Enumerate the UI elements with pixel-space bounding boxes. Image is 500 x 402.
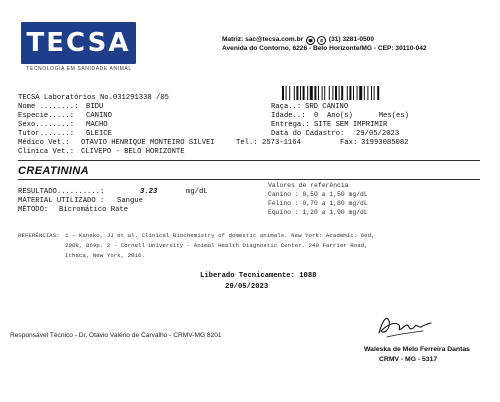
- barcode-bar: [310, 86, 313, 100]
- fax-label: Fax:: [340, 139, 358, 147]
- barcode-bar: [329, 86, 330, 100]
- barcode: [282, 86, 446, 100]
- barcode-bar: [341, 86, 343, 100]
- tel-label: Tel.:: [236, 139, 258, 147]
- tutor-label: Tutor.......:: [18, 130, 75, 138]
- ref-title: Valores de referência: [268, 182, 349, 189]
- barcode-bar: [335, 86, 337, 100]
- barcode-bar: [314, 86, 316, 100]
- tel-value: 2573-1164: [262, 139, 301, 147]
- idade-label: Idade..:: [271, 112, 306, 120]
- reference-line-3: Ithaca, New York, 2016.: [65, 252, 146, 259]
- barcode-bar: [364, 86, 365, 100]
- sexo-value: MACHO: [86, 121, 108, 129]
- idade-value: 0 Ano(s) Mes(es): [314, 112, 409, 120]
- resultado-value: 3.23: [140, 188, 158, 196]
- references-label: REFERÊNCIAS:: [18, 232, 60, 239]
- entrega-value: SITE SEM IMPRIMIR: [314, 121, 388, 129]
- medico-value: OTAVIO HENRIQUE MONTEIRO SILVEI: [81, 139, 215, 147]
- medico-label: Médico Vet.:: [18, 139, 70, 147]
- phone-icon: ☎: [306, 36, 315, 45]
- raca-value: SRD CANINO: [305, 103, 349, 111]
- barcode-bar: [339, 86, 340, 100]
- ref-canino: Canino : 0,50 a 1,50 mg/dL: [268, 191, 368, 198]
- barcode-bar: [303, 86, 305, 100]
- whatsapp-icon: ✆: [317, 36, 326, 45]
- resultado-label: RESULTADO..........:: [18, 188, 105, 196]
- nome-label: Nome ........:: [18, 103, 79, 111]
- lab-number: TECSA Laboratórios No.031291338 /05: [18, 94, 169, 102]
- barcode-bar: [377, 86, 379, 100]
- barcode-bar: [374, 86, 375, 100]
- barcode-bar: [282, 86, 284, 100]
- reference-line-1: 1 - Kaneko, JJ et al. Clinical Biochemistry of domestic animals. New York: Academic. 6ed,: [65, 232, 375, 239]
- cadastro-value: 29/05/2023: [356, 130, 400, 138]
- barcode-bar: [307, 86, 308, 100]
- barcode-bar: [322, 86, 323, 100]
- signer-name: Waleska de Melo Ferreira Dantas: [364, 346, 470, 353]
- ref-felino: Felino : 0,70 a 1,80 mg/dL: [268, 200, 368, 207]
- signer-crmv: CRMV - MG - 5317: [379, 356, 438, 363]
- barcode-bar: [367, 86, 368, 100]
- barcode-bar: [371, 86, 372, 100]
- raca-label: Raça..:: [271, 103, 302, 111]
- address: Avenida do Contorno, 6226 - Belo Horizonte/MG - CEP: 30110-042: [222, 45, 427, 52]
- resultado-unit: mg/dL: [186, 188, 208, 196]
- especie-value: CANINO: [86, 112, 112, 120]
- nome-value: BIDU: [86, 103, 104, 111]
- especie-label: Especie.....:: [18, 112, 75, 120]
- contact-email: Matriz: sac@tecsa.com.br: [222, 36, 304, 43]
- divider-bottom: [18, 179, 480, 180]
- release-date: 29/05/2023: [225, 283, 269, 291]
- logo-subtitle: TECNOLOGIA EM SANIDADE ANIMAL: [26, 66, 132, 72]
- material-value: Sangue: [117, 197, 143, 205]
- responsavel-tecnico: Responsável Técnico - Dr. Otávio Valério de Carvalho - CRMV-MG 8201: [10, 332, 222, 339]
- contact-phone: (31) 3281-0500: [328, 36, 374, 43]
- barcode-bar: [359, 86, 362, 100]
- cadastro-label: Data do Cadastro:: [271, 130, 345, 138]
- barcode-bar: [289, 86, 290, 100]
- metodo-value: Bicromático Rate: [59, 206, 129, 214]
- handwritten-signature: [373, 311, 435, 341]
- clinica-label: Clínica Vet.:: [18, 148, 75, 156]
- contact-line: [222, 36, 374, 45]
- fax-value: 31993085082: [361, 139, 409, 147]
- barcode-bar: [347, 86, 348, 100]
- barcode-bar: [353, 86, 354, 100]
- barcode-bar: [324, 86, 325, 100]
- tecsa-logo: TECSA: [26, 28, 131, 58]
- metodo-label: MÉTODO:: [18, 206, 49, 214]
- release-label: Liberado Tecnicamente: 1088: [200, 272, 317, 280]
- clinica-value: CLIVEPO - BELO HORIZONTE: [81, 148, 185, 156]
- barcode-bar: [357, 86, 358, 100]
- barcode-bar: [294, 86, 295, 100]
- barcode-bar: [296, 86, 298, 100]
- divider-top: [18, 160, 480, 161]
- barcode-bar: [318, 86, 319, 100]
- barcode-bar: [300, 86, 301, 100]
- entrega-label: Entrega.:: [271, 121, 310, 129]
- barcode-bar: [286, 86, 287, 100]
- sexo-label: Sexo........:: [18, 121, 75, 129]
- barcode-bar: [349, 86, 351, 100]
- ref-equino: Equino : 1,20 a 1,90 mg/dL: [268, 209, 368, 216]
- reference-line-2: 2008, 869p. 2 - Cornell University - Animal Health Diagnostic Center. 240 Farrier Road,: [65, 242, 368, 249]
- exam-title: CREATININA: [18, 165, 90, 177]
- barcode-bar: [332, 86, 333, 100]
- material-label: MATERIAL UTILIZADO :: [18, 197, 105, 205]
- tutor-value: GLEICE: [86, 130, 112, 138]
